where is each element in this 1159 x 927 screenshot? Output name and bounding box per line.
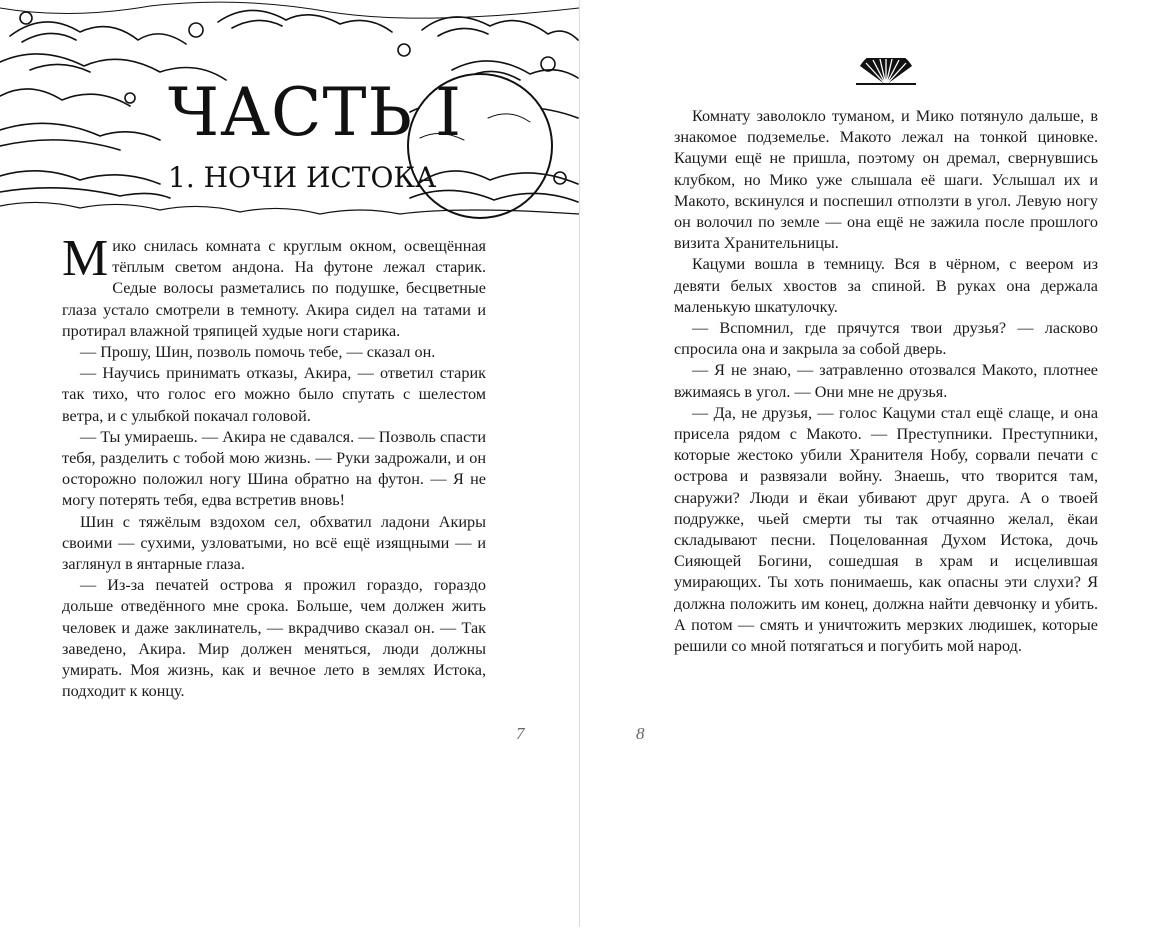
paragraph: Комнату заволокло туманом, и Мико потянуло дальше, в знакомое подземелье. Макото лежал на тонкой циновке. Кацуми ещё не пришла, поэтому он дремал, свернувшись клубком, но Мико уже слышала её шаги. Услышал их и Макото, вскинулся и поспешил отползти в угол. Левую ногу он волочил по земле — она ещё не зажила после прошлого визита Хранительницы. xyxy=(674,107,1098,253)
paragraph: — Я не знаю, — затравленно отозвался Макото, плотнее вжимаясь в угол. — Они мне не друзья. xyxy=(674,361,1098,401)
right-page-body xyxy=(674,106,1098,657)
paragraph: — Да, не друзья, — голос Кацуми стал ещё слаще, и она присела рядом с Макото. — Преступники. Преступники, которые жестоко убили Хранителя Нобу, сорвали печати с острова и развязали войну. Знаешь, что творится там, снаружи? Люди и ёкаи убивают друг друга. А о твоей подружке, чьей смерти ты так отчаянно желал, ёкаи складывают песни. Поцелованная Духом Истока, дочь Сияющей Богини, сошедшая в храм и исцелившая умирающих. Ты хоть понимаешь, как опасны эти слухи? Я должна положить им конец, должна найти девчонку и убить. А потом — смять и уничтожить мерзких людишек, которые решили со мной потягаться и погубить мой народ. xyxy=(674,403,1098,656)
chapter-title: 1. НОЧИ ИСТОКА xyxy=(168,161,437,194)
paragraph: — Научись принимать отказы, Акира, — ответил старик так тихо, что голос его можно было спутать с шелестом ветра, и с улыбкой покачал головой. xyxy=(62,364,486,425)
paragraph: — Ты умираешь. — Акира не сдавался. — Позволь спасти тебя, разделить с тобой мою жизнь. — Руки задрожали, и он осторожно положил ногу Шина обратно на футон. — Я не могу потерять тебя, едва встретив вновь! xyxy=(62,427,486,510)
fan-ornament-icon xyxy=(856,58,916,86)
paragraph: — Вспомнил, где прячутся твои друзья? — ласково спросила она и закрыла за собой дверь. xyxy=(674,319,1098,359)
paragraph: — Прошу, Шин, позволь помочь тебе, — сказал он. xyxy=(80,343,436,362)
left-page xyxy=(0,0,579,927)
paragraph: Кацуми вошла в темницу. Вся в чёрном, с веером из девяти белых хвостов за спиной. В руках она держала маленькую шкатулочку. xyxy=(674,255,1098,316)
part-title: ЧАСТЬ I xyxy=(168,74,463,151)
page-number: 8 xyxy=(636,724,645,743)
opening-paragraph xyxy=(62,230,486,342)
right-page xyxy=(580,0,1159,927)
paragraph: Шин с тяжёлым вздохом сел, обхватил ладони Акиры своими — сухими, узловатыми, но всё ещё изящными — и заглянул в янтарные глаза. xyxy=(62,512,486,574)
page-number: 7 xyxy=(516,724,525,743)
drop-cap: М xyxy=(62,230,109,287)
paragraph: — Из-за печатей острова я прожил гораздо, гораздо дольше отведённого мне срока. Больше, чем должен жить человек и даже заклинатель, — вкрадчиво сказал он. — Так заведено, Акира. Мир должен меняться, люди должны умирать. Моя жизнь, как и вечное лето в землях Истока, подходит к концу. xyxy=(62,576,486,701)
left-page-body xyxy=(62,230,486,702)
opening-paragraph-text: ико снилась комната с круглым окном, освещённая тёплым светом андона. На футоне лежал старик. Седые волосы разметались по подушке, бесцветные глаза устало смотрели в темноту. Акира сидел на татами и протирал влажной тряпицей худые ноги старика. xyxy=(62,237,486,340)
